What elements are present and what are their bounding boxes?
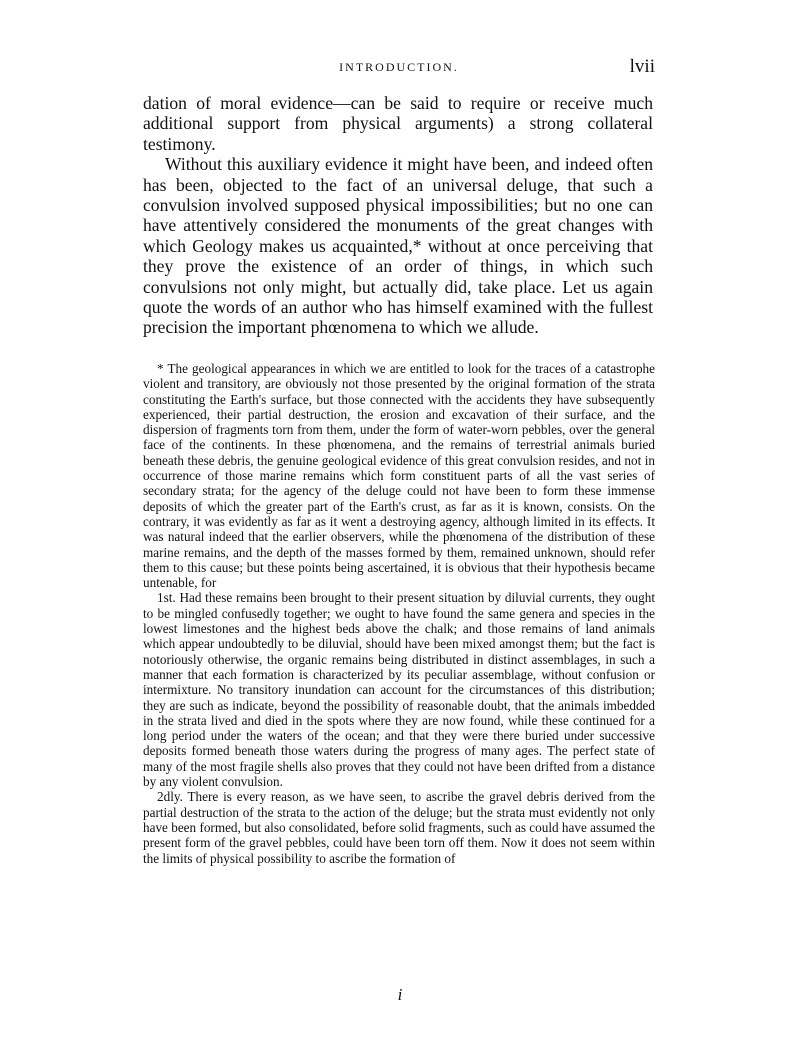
running-head: [143, 56, 655, 82]
body-paragraph: Without this auxiliary evidence it might have been, and indeed often has been, objected to the fact of an universal deluge, that such a convulsion involved supposed physical impossibilities; but no one can have attentively considered the monuments of the great changes with which Geology makes us acquainted,* without at once perceiving that they prove the existence of an order of things, in which such convulsions not only might, but actually did, take place. Let us again quote the words of an author who has himself examined with the fullest precision the important phœnomena to which we allude.: [143, 154, 653, 338]
footnote: [143, 361, 655, 866]
running-title: INTRODUCTION.: [339, 60, 459, 74]
main-text: [143, 93, 653, 338]
footnote-paragraph: 1st. Had these remains been brought to their present situation by diluvial currents, they ought to be mingled confusedly together; we ought to have found the same genera and species in the lowest limestones and the highest beds above the chalk; and those remains of land animals which appear undoubtedly to be diluvial, should have been mixed amongst them; but the fact is notoriously otherwise, the organic remains being distributed in distinct assemblages, in such a manner that each formation is characterized by its peculiar assemblage, without confusion or intermixture. No transitory inundation can account for the circumstances of this distribution; they are such as indicate, beyond the possibility of reasonable doubt, that the animals imbedded in the strata lived and died in the spots where they are now found, while these continued for a long period under the waters of the ocean; and that they were there buried under successive deposits formed beneath those waters during the progress of many ages. The perfect state of many of the most fragile shells also proves that they could not have been drifted from a distance by any violent convulsion.: [143, 590, 655, 790]
body-paragraph: dation of moral evidence—can be said to require or receive much additional support from physical arguments) a strong collateral testimony.: [143, 93, 653, 154]
page-number: lvii: [629, 56, 655, 77]
footnote-paragraph: * The geological appearances in which we are entitled to look for the traces of a catastrophe violent and transitory, are obviously not those presented by the original formation of the strata constituting the Earth's surface, but those connected with the accidents they have subsequently experienced, their partial destruction, the erosion and excavation of their surface, and the dispersion of fragments torn from them, under the form of water-worn pebbles, over the general face of the continents. In these phœnomena, and the remains of terrestrial animals buried beneath these debris, the genuine geological evidence of this great convulsion resides, and not in occurrence of those marine remains which form constituent parts of all the vast series of secondary strata; for the agency of the deluge could not have been to form these immense deposits of which the greater part of the Earth's crust, as far as it is known, consists. On the contrary, it was evidently as far as it went a destroying agency, although limited in its effects. It was natural indeed that the earlier observers, while the phœnomena of the distribution of these marine remains, and the depth of the masses formed by them, remained unknown, should refer them to this cause; but these points being ascertained, it is obvious that their hypothesis became untenable, for: [143, 361, 655, 591]
footnote-paragraph: 2dly. There is every reason, as we have seen, to ascribe the gravel debris derived from the partial destruction of the strata to the action of the deluge; but the strata must evidently not only have been formed, but also consolidated, before solid fragments, such as could have assumed the present form of the gravel pebbles, could have been torn off them. Now it does not seem within the limits of physical possibility to ascribe the formation of: [143, 789, 655, 866]
signature-mark: i: [397, 985, 403, 1004]
